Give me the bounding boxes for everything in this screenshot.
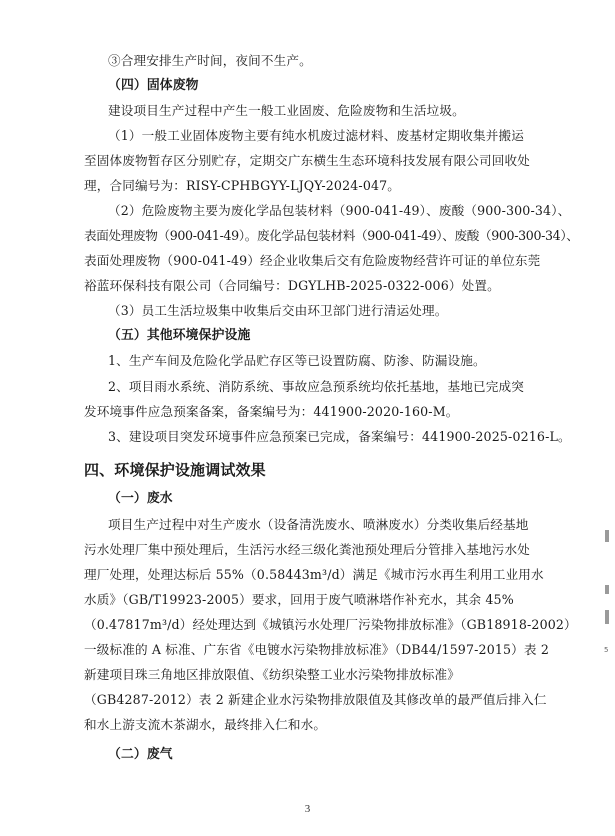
text-line: 表面处理废物（900-041-49）经企业收集后交有危险废物经营许可证的单位东莞 xyxy=(84,253,541,268)
margin-scan-artifact xyxy=(605,530,609,542)
text-line: ③合理安排生产时间，夜间不生产。 xyxy=(108,53,312,68)
subsection-heading-other-facilities: （五）其他环境保护设施 xyxy=(108,328,251,343)
subsection-heading-wastewater: （一）废水 xyxy=(108,491,173,506)
text-line: （2）危险废物主要为废化学品包装材料（900-041-49）、废酸（900-300-34）、 xyxy=(108,203,571,218)
subsection-heading-solid-waste: （四）固体废物 xyxy=(108,78,199,93)
text-line: 表面处理废物（900-041-49）。废化学品包装材料（900-041-49）、废酸（900-300-34）、 xyxy=(84,228,579,243)
page-number: 3 xyxy=(304,803,311,815)
text-line: 和水上游支流木茶湖水，最终排入仁和水。 xyxy=(84,717,327,732)
margin-mark: 5 xyxy=(604,646,609,654)
text-line: （1）一般工业固体废物主要有纯水机废过滤材料、废基材定期收集并搬运 xyxy=(108,128,524,143)
text-line: 理，合同编号为：RISY-CPHBGYY-LJQY-2024-047。 xyxy=(84,178,401,193)
subsection-heading-exhaust-gas: （二）废气 xyxy=(108,747,173,762)
text-line: 3、建设项目突发环境事件应急预案已完成，备案编号：441900-2025-0216-L。 xyxy=(108,429,571,444)
text-line: 新建项目珠三角地区排放限值、《纺织染整工业水污染物排放标准》 xyxy=(84,667,461,682)
text-line: 项目生产过程中对生产废水（设备清洗废水、喷淋废水）分类收集后经基地 xyxy=(108,517,529,532)
text-line: 1、生产车间及危险化学品贮存区等已设置防腐、防渗、防漏设施。 xyxy=(108,353,486,368)
margin-scan-artifact xyxy=(605,585,609,594)
text-line: 至固体废物暂存区分别贮存，定期交广东横生生态环境科技发展有限公司回收处 xyxy=(84,153,531,168)
text-line: 一级标准的 A 标准、广东省《电镀水污染物排放标准》（DB44/1597-2015）表 2 xyxy=(84,642,549,657)
text-line: 理厂处理，处理达标后 55%（0.58443m³/d）满足《城市污水再生利用工业用水 xyxy=(84,567,544,582)
section-heading-debugging-results: 四、环境保护设施调试效果 xyxy=(84,461,266,479)
text-line: 污水处理厂集中预处理后，生活污水经三级化粪池预处理后分管排入基地污水处 xyxy=(84,542,531,557)
text-line: （GB4287-2012）表 2 新建企业水污染物排放限值及其修改单的最严值后排入仁 xyxy=(84,692,547,707)
text-line: （0.47817m³/d）经处理达到《城镇污水处理厂污染物排放标准》（GB18918-2002） xyxy=(84,617,577,632)
text-line: 建设项目生产过程中产生一般工业固废、危险废物和生活垃圾。 xyxy=(108,103,465,118)
margin-scan-artifact xyxy=(605,610,609,624)
text-line: 裕蓝环保科技有限公司（合同编号：DGYLHB-2025-0322-006）处置。 xyxy=(84,278,500,293)
text-line: （3）员工生活垃圾集中收集后交由环卫部门进行清运处理。 xyxy=(108,303,448,318)
text-line: 发环境事件应急预案备案，备案编号为：441900-2020-160-M。 xyxy=(84,404,459,419)
text-line: 水质》（GB/T19923-2005）要求，回用于废气喷淋塔作补充水，其余 45% xyxy=(84,592,514,607)
text-line: 2、项目雨水系统、消防系统、事故应急预系统均依托基地，基地已完成突 xyxy=(108,379,524,394)
